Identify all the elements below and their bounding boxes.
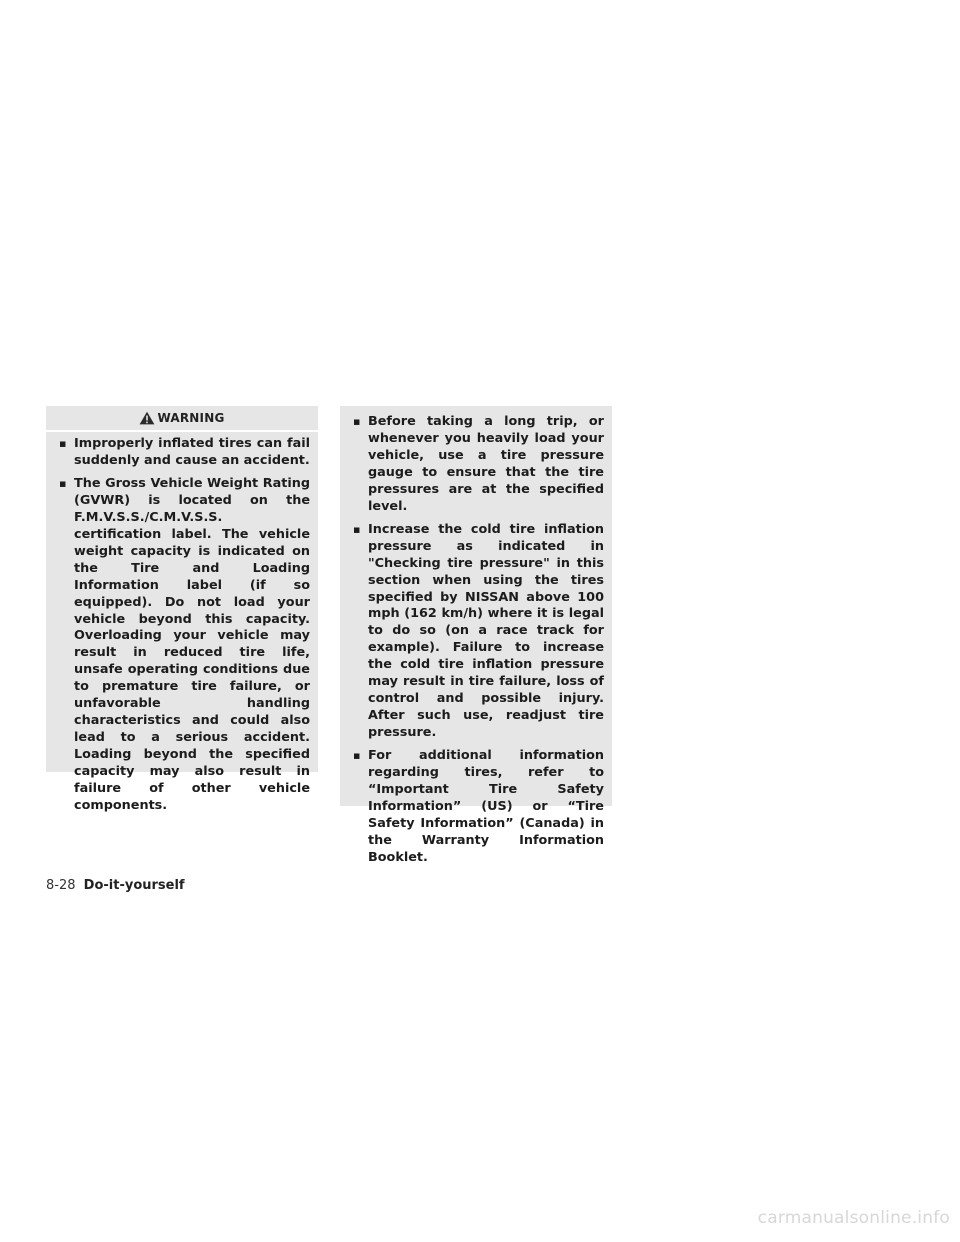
- page-footer: [46, 878, 185, 893]
- warning-list-left: [58, 436, 310, 821]
- warning-item: ▪ Increase the cold tire inflation pressure as indicated in "Checking tire pressure" in this section when using the tires specified by NISSAN above 100 mph (162 km/h) where it is legal to do so (on a race track for example). Failure to increase the cold tire inflation pressure may result in tire failure, loss of control and possible injury. After such use, readjust tire pressure.: [352, 522, 604, 742]
- warning-item: ▪ The Gross Vehicle Weight Rating (GVWR) is located on the F.M.V.S.S./C.M.V.S.S. certification label. The vehicle weight capacity is indicated on the Tire and Loading Information label (if so equipped). Do not load your vehicle beyond this capacity. Overloading your vehicle may result in reduced tire life, unsafe operating conditions due to premature tire failure, or unfavorable handling characteristics and could also lead to a serious accident. Loading beyond the specified capacity may also result in failure of other vehicle components.: [58, 476, 310, 814]
- warning-item: ▪ Before taking a long trip, or whenever you heavily load your vehicle, use a tire pressure gauge to ensure that the tire pressures are at the specified level.: [352, 414, 604, 515]
- warning-triangle-icon: [139, 411, 155, 425]
- warning-box-left: [46, 406, 318, 813]
- section-title: Do-it-yourself: [83, 878, 185, 893]
- watermark: carmanualsonline.info: [757, 1208, 950, 1228]
- warning-divider: [46, 430, 318, 432]
- warning-item: ▪ Improperly inflated tires can fail suddenly and cause an accident.: [58, 436, 310, 470]
- warning-list-right: [352, 414, 604, 873]
- warning-header: [46, 406, 318, 430]
- page-number: 8-28: [46, 878, 76, 893]
- warning-item: ▪ For additional information regarding tires, refer to “Important Tire Safety Information” (US) or “Tire Safety Information” (Canada) in the Warranty Information Booklet.: [352, 748, 604, 866]
- warning-box-right: [340, 406, 612, 865]
- warning-heading: WARNING: [157, 411, 225, 425]
